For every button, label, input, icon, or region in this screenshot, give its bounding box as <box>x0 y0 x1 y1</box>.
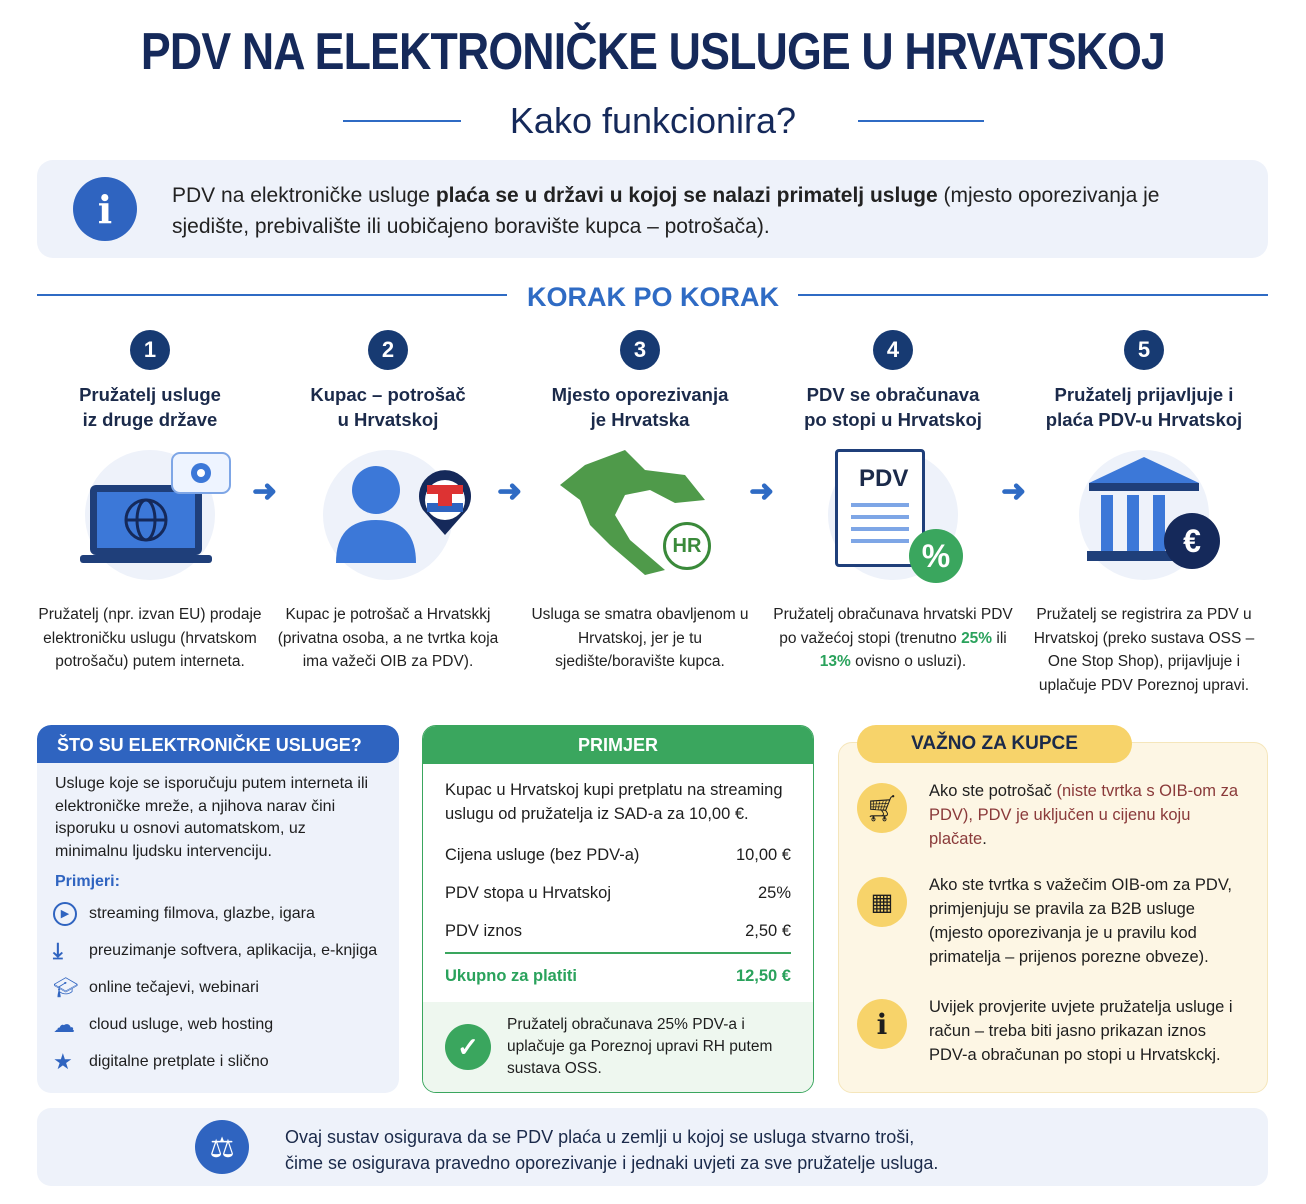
buyers-box <box>838 742 1268 1093</box>
building-icon: ▦ <box>857 877 907 927</box>
step-5 <box>1024 330 1264 697</box>
step-4 <box>773 330 1013 674</box>
list-item: i Uvijek provjerite uvjete pružatelja usluge i račun – treba biti jasno prikazan iznos PDV-a obračunan po stopi u Hrvatskckj. <box>857 995 1239 1067</box>
pdv-document-icon <box>773 445 1013 595</box>
croatia-map-icon <box>520 445 760 595</box>
examples-title: Primjeri: <box>55 873 120 890</box>
euro-icon: € <box>1164 513 1220 569</box>
graduation-cap-icon: 🎓︎ <box>53 977 79 999</box>
step-number: 1 <box>130 330 170 370</box>
scales-icon: ⚖ <box>195 1120 249 1174</box>
info-box <box>37 160 1268 258</box>
list-item: ▶ streaming filmova, glazbe, igara <box>37 895 399 932</box>
step-title: PDV se obračunava po stopi u Hrvatskoj <box>804 384 982 430</box>
download-icon: ⤓ <box>53 937 63 963</box>
step-number: 2 <box>368 330 408 370</box>
step-number: 3 <box>620 330 660 370</box>
step-title: Pružatelj prijavljuje i plaća PDV-u Hrvatskoj <box>1045 384 1243 430</box>
arrow-right-icon: ➜ <box>1001 475 1027 508</box>
step-title: Mjesto oporezivanja je Hrvatska <box>551 384 729 430</box>
arrow-right-icon: ➜ <box>252 475 278 508</box>
hr-badge: HR <box>663 522 711 570</box>
step-3 <box>520 330 760 674</box>
doc-label: PDV <box>859 465 909 492</box>
divider <box>858 120 984 122</box>
info-icon: i <box>73 177 137 241</box>
page-title: PDV NA ELEKTRONIČKE USLUGE U HRVATSKOJ <box>140 23 1166 81</box>
example-box <box>422 725 814 1093</box>
list-item: ★ digitalne pretplate i slično <box>53 1048 269 1074</box>
table-row: PDV iznos 2,50 € <box>445 921 791 940</box>
step-number: 4 <box>873 330 913 370</box>
divider <box>798 294 1268 296</box>
list-item: ☁ cloud usluge, web hosting <box>53 1011 274 1037</box>
step-description: Kupac je potrošač a Hrvatskkj (privatna osoba, a ne tvrtka koja ima važeči OIB za PDV). <box>277 606 499 670</box>
list-item: ⤓ preuzimanje softvera, aplikacija, e-knjiga <box>53 937 378 963</box>
box-title: VAŽNO ZA KUPCE <box>857 725 1132 763</box>
box-title: PRIMJER <box>423 726 813 764</box>
section-title: KORAK PO KORAK <box>526 282 779 312</box>
info-icon: i <box>857 999 907 1049</box>
step-number: 5 <box>1124 330 1164 370</box>
percent-icon: % <box>909 529 963 583</box>
person-croatia-pin-icon <box>268 445 508 595</box>
bank-building-icon <box>1024 445 1264 595</box>
total-row: Ukupno za platiti 12,50 € <box>445 966 791 985</box>
table-row: PDV stopa u Hrvatskoj 25% <box>445 883 791 902</box>
arrow-right-icon: ➜ <box>497 475 523 508</box>
cloud-icon: ☁ <box>53 1011 75 1037</box>
step-description: Pružatelj se registrira za PDV u Hrvatskoj (preko sustava OSS – One Stop Shop), prijavljuje i uplačuje PDV Poreznoj upravi. <box>1033 606 1255 694</box>
info-text: PDV na elektroničke usluge plaća se u državi u kojoj se nalazi primatelj usluge (mjesto oporezivanja je sjedište, prebivalište ili uobičajeno boravište kupca – potrošača). <box>172 184 1160 238</box>
play-icon: ▶ <box>53 902 77 926</box>
step-description: Pružatelj obračunava hrvatski PDV po važećoj stopi (trenutno 25% ili 13% ovisno o usluzi). <box>773 606 1013 670</box>
checkmark-icon: ✓ <box>445 1024 491 1070</box>
list-item: 🛒︎ Ako ste potrošač (niste tvrtka s OIB-om za PDV), PDV je uključen u cijenu koju plačate. <box>857 779 1239 851</box>
step-title: Pružatelj usluge iz druge države <box>79 384 221 430</box>
list-item: ▦ Ako ste tvrtka s važečim OIB-om za PDV, primjenjuju se pravila za B2B usluge (mjesto oporezivanja je u pravilu kod primatelja – prijenos porezne obveze). <box>857 873 1239 969</box>
shopping-cart-icon: 🛒︎ <box>857 783 907 833</box>
step-2 <box>268 330 508 674</box>
step-1 <box>30 330 270 674</box>
page-subtitle: Kako funkcionira? <box>509 100 797 141</box>
list-item: 🎓︎ online tečajevi, webinari <box>53 977 259 999</box>
step-title: Kupac – potrošač u Hrvatskoj <box>310 384 466 430</box>
step-description: Pružatelj (npr. izvan EU) prodaje elektroničku uslugu (hrvatskom potrošaču) putem interneta. <box>38 606 262 670</box>
star-icon: ★ <box>53 1048 73 1074</box>
example-intro: Kupac u Hrvatskoj kupi pretplatu na streaming uslugu od pružatelja iz SAD-a za 10,00 €. <box>445 781 783 823</box>
services-description: Usluge koje se isporučuju putem interneta ili elektroničke mreže, a njihova narav čini isporuku u osnovi automatskom, uz minimalnu ljudsku intervenciju. <box>55 775 369 860</box>
footer-text: Ovaj sustav osigurava da se PDV plaća u zemlji u kojoj se usluga stvarno troši, čime se osigurava pravedno oporezivanje i jednaki uvjeti za sve pružatelje usluga. <box>285 1127 939 1173</box>
box-title: ŠTO SU ELEKTRONIČKE USLUGE? <box>37 725 399 763</box>
electronic-services-box <box>37 725 399 1093</box>
arrow-right-icon: ➜ <box>749 475 775 508</box>
example-note: ✓ Pružatelj obračunava 25% PDV-a i uplačuje ga Poreznoj upravi RH putem sustava OSS. <box>423 1002 813 1092</box>
table-row: Cijena usluge (bez PDV-a) 10,00 € <box>445 845 791 864</box>
footer-banner <box>37 1108 1268 1186</box>
step-description: Usluga se smatra obavljenom u Hrvatskoj, jer je tu sjedište/boravište kupca. <box>531 606 749 670</box>
laptop-globe-icon <box>30 445 270 595</box>
